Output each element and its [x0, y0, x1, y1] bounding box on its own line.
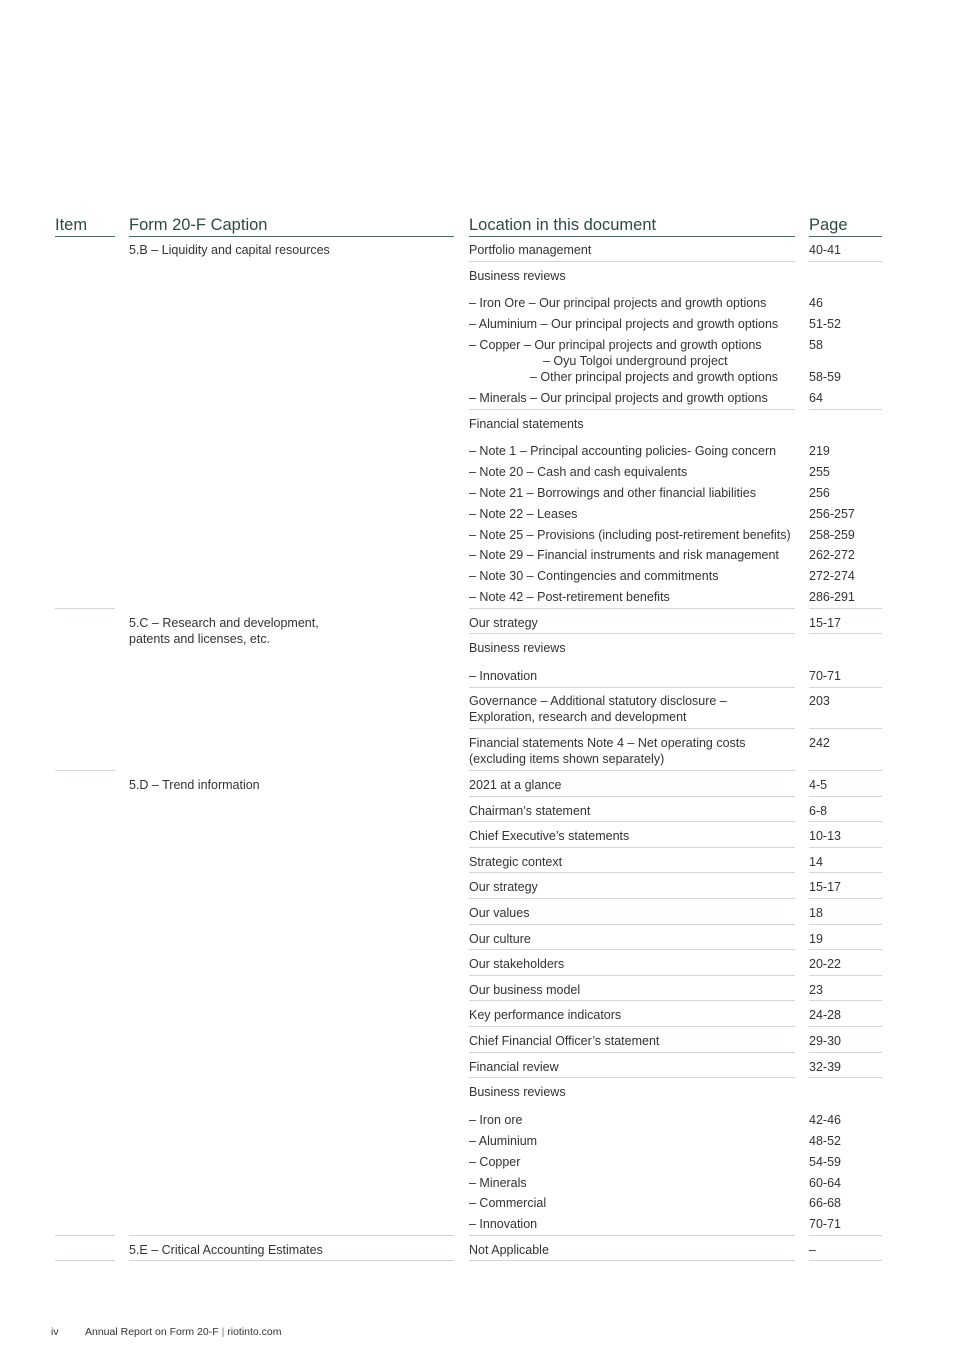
- location-cell: Our culture: [469, 932, 531, 946]
- row-divider: [809, 728, 882, 729]
- location-cell: Our strategy: [469, 880, 538, 894]
- section-divider: [129, 1235, 454, 1236]
- page-cell: 219: [809, 444, 830, 458]
- section-divider: [55, 608, 115, 609]
- row-divider: [809, 1000, 882, 1001]
- page-cell: 29-30: [809, 1034, 841, 1048]
- page-cell: 40-41: [809, 243, 841, 257]
- row-divider: [809, 1052, 882, 1053]
- row-divider: [809, 633, 882, 634]
- row-divider: [469, 924, 795, 925]
- row-divider: [809, 898, 882, 899]
- row-divider: [469, 898, 795, 899]
- location-cell: Financial statements Note 4 – Net operating costs: [469, 736, 746, 750]
- location-cell: Our values: [469, 906, 530, 920]
- row-divider: [809, 872, 882, 873]
- row-divider: [809, 1077, 882, 1078]
- location-cell: – Commercial: [469, 1196, 547, 1210]
- location-cell: Governance – Additional statutory disclosure –: [469, 694, 727, 708]
- location-cell: – Iron Ore – Our principal projects and growth options: [469, 296, 767, 310]
- row-divider: [469, 687, 795, 688]
- page-cell: 18: [809, 906, 823, 920]
- page-cell: 70-71: [809, 1217, 841, 1231]
- location-cell: Our business model: [469, 983, 581, 997]
- page-cell: 262-272: [809, 548, 855, 562]
- row-divider: [469, 975, 795, 976]
- location-cell: – Note 20 – Cash and cash equivalents: [469, 465, 688, 479]
- location-cell: – Note 29 – Financial instruments and risk management: [469, 548, 779, 562]
- footer-page-number: iv: [51, 1326, 59, 1338]
- location-cell: – Note 1 – Principal accounting policies- Going concern: [469, 444, 777, 458]
- location-cell: – Note 25 – Provisions (including post-retirement benefits): [469, 528, 791, 542]
- location-cell: Exploration, research and development: [469, 710, 687, 724]
- row-divider: [809, 770, 882, 771]
- page-cell: 15-17: [809, 616, 841, 630]
- row-divider: [809, 975, 882, 976]
- header-location: Location in this document: [469, 216, 795, 237]
- row-divider: [469, 633, 795, 634]
- location-cell: – Copper: [469, 1155, 521, 1169]
- location-cell: Chief Executive’s statements: [469, 829, 630, 843]
- page-cell: 4-5: [809, 778, 828, 792]
- location-cell: (excluding items shown separately): [469, 752, 665, 766]
- page-cell: 48-52: [809, 1134, 841, 1148]
- location-cell: Financial statements: [469, 417, 584, 431]
- section-divider: [129, 1260, 454, 1261]
- section-divider: [55, 1235, 115, 1236]
- page-cell: 6-8: [809, 804, 828, 818]
- row-divider: [469, 1052, 795, 1053]
- page-cell: –: [809, 1243, 816, 1257]
- location-cell: Key performance indicators: [469, 1008, 622, 1022]
- location-cell: Chairman’s statement: [469, 804, 591, 818]
- location-cell: Chief Financial Officer’s statement: [469, 1034, 660, 1048]
- location-cell: Our strategy: [469, 616, 538, 630]
- page-cell: 10-13: [809, 829, 841, 843]
- page-cell: 203: [809, 694, 830, 708]
- row-divider: [469, 261, 795, 262]
- location-cell: – Innovation: [469, 1217, 538, 1231]
- header-page: Page: [809, 216, 882, 237]
- row-divider: [809, 949, 882, 950]
- location-cell: – Aluminium – Our principal projects and growth options: [469, 317, 779, 331]
- row-divider: [809, 924, 882, 925]
- location-cell: – Minerals: [469, 1176, 527, 1190]
- location-cell: Business reviews: [469, 641, 566, 655]
- header-item: Item: [55, 216, 115, 237]
- page-cell: 256: [809, 486, 830, 500]
- row-divider: [469, 1077, 795, 1078]
- caption-5c-line2: patents and licenses, etc.: [129, 632, 271, 646]
- location-cell: – Copper – Our principal projects and growth options: [469, 338, 762, 352]
- page-cell: 32-39: [809, 1060, 841, 1074]
- page-cell: 242: [809, 736, 830, 750]
- row-divider: [469, 728, 795, 729]
- page-cell: 58-59: [809, 370, 841, 384]
- section-divider: [55, 1260, 115, 1261]
- location-cell: Business reviews: [469, 1085, 566, 1099]
- page-cell: 255: [809, 465, 830, 479]
- location-cell: – Iron ore: [469, 1113, 523, 1127]
- page-cell: 70-71: [809, 669, 841, 683]
- page-cell: 64: [809, 391, 823, 405]
- row-divider: [809, 1026, 882, 1027]
- row-divider: [809, 1260, 882, 1261]
- caption-5e: 5.E – Critical Accounting Estimates: [129, 1243, 323, 1257]
- page-cell: 46: [809, 296, 823, 310]
- row-divider: [809, 796, 882, 797]
- location-cell: – Oyu Tolgoi underground project: [543, 354, 728, 368]
- row-divider: [469, 796, 795, 797]
- row-divider: [809, 1235, 882, 1236]
- page-cell: 54-59: [809, 1155, 841, 1169]
- row-divider: [809, 608, 882, 609]
- caption-5d: 5.D – Trend information: [129, 778, 260, 792]
- caption-5c: 5.C – Research and development,: [129, 616, 319, 630]
- row-divider: [469, 409, 795, 410]
- location-cell: Not Applicable: [469, 1243, 549, 1257]
- location-cell: – Innovation: [469, 669, 538, 683]
- page-cell: 24-28: [809, 1008, 841, 1022]
- row-divider: [469, 1235, 795, 1236]
- location-cell: Business reviews: [469, 269, 566, 283]
- row-divider: [809, 847, 882, 848]
- row-divider: [469, 1000, 795, 1001]
- page-cell: 60-64: [809, 1176, 841, 1190]
- page-cell: 66-68: [809, 1196, 841, 1210]
- row-divider: [809, 687, 882, 688]
- row-divider: [469, 770, 795, 771]
- footer-site: riotinto.com: [227, 1326, 282, 1338]
- location-cell: Our stakeholders: [469, 957, 565, 971]
- footer-report-title: Annual Report on Form 20-F: [85, 1326, 219, 1338]
- location-cell: – Other principal projects and growth options: [530, 370, 779, 384]
- row-divider: [809, 261, 882, 262]
- location-cell: – Minerals – Our principal projects and growth options: [469, 391, 768, 405]
- page-cell: 14: [809, 855, 823, 869]
- location-cell: – Note 22 – Leases: [469, 507, 578, 521]
- footer-title: [85, 1326, 282, 1338]
- page-cell: 256-257: [809, 507, 855, 521]
- row-divider: [809, 409, 882, 410]
- page-cell: 272-274: [809, 569, 855, 583]
- row-divider: [469, 847, 795, 848]
- page-cell: 23: [809, 983, 823, 997]
- footer-separator: |: [221, 1326, 225, 1338]
- row-divider: [469, 872, 795, 873]
- row-divider: [469, 821, 795, 822]
- location-cell: Financial review: [469, 1060, 559, 1074]
- location-cell: – Note 30 – Contingencies and commitments: [469, 569, 719, 583]
- location-cell: Portfolio management: [469, 243, 592, 257]
- page-cell: 19: [809, 932, 823, 946]
- location-cell: – Aluminium: [469, 1134, 538, 1148]
- page-cell: 51-52: [809, 317, 841, 331]
- row-divider: [809, 821, 882, 822]
- page-cell: 42-46: [809, 1113, 841, 1127]
- location-cell: – Note 42 – Post-retirement benefits: [469, 590, 670, 604]
- page-cell: 20-22: [809, 957, 841, 971]
- row-divider: [469, 608, 795, 609]
- row-divider: [469, 1026, 795, 1027]
- location-cell: – Note 21 – Borrowings and other financial liabilities: [469, 486, 756, 500]
- section-divider: [55, 770, 115, 771]
- page-cell: 258-259: [809, 528, 855, 542]
- caption-5b: 5.B – Liquidity and capital resources: [129, 243, 330, 257]
- location-cell: 2021 at a glance: [469, 778, 562, 792]
- row-divider: [469, 1260, 795, 1261]
- page-cell: 15-17: [809, 880, 841, 894]
- header-caption: Form 20-F Caption: [129, 216, 454, 237]
- page-cell: 286-291: [809, 590, 855, 604]
- row-divider: [469, 949, 795, 950]
- page-cell: 58: [809, 338, 823, 352]
- location-cell: Strategic context: [469, 855, 563, 869]
